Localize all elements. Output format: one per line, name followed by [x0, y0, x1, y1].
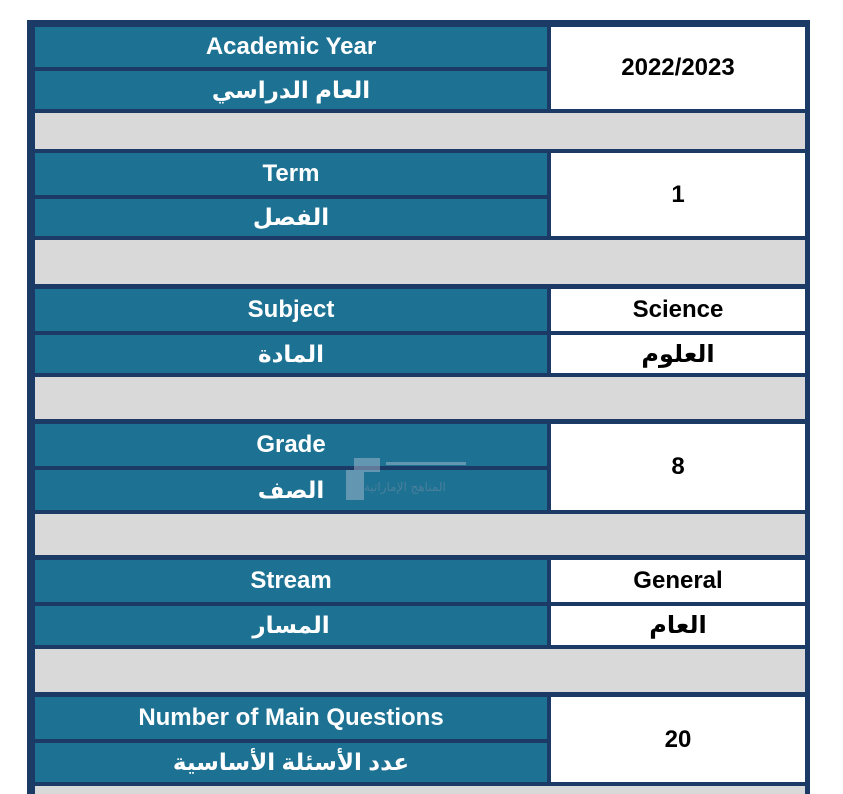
stream-value-ar: العام: [551, 606, 805, 645]
term-value: 1: [551, 153, 805, 236]
separator-row: [35, 514, 805, 555]
main-questions-label-ar: عدد الأسئلة الأساسية: [35, 743, 547, 782]
watermark-text: المناهج الإماراتية: [364, 480, 446, 494]
main-questions-label-en: Number of Main Questions: [35, 697, 547, 739]
grade-label-ar: الصف: [35, 470, 547, 510]
separator-row: [35, 240, 805, 284]
main-questions-value: 20: [551, 697, 805, 782]
watermark-logo: [346, 458, 476, 518]
academic-year-label-en: Academic Year: [35, 27, 547, 67]
stream-label-ar: المسار: [35, 606, 547, 645]
stream-value-en: General: [551, 560, 805, 602]
academic-year-label-ar: العام الدراسي: [35, 71, 547, 109]
stream-label-en: Stream: [35, 560, 547, 602]
term-label-en: Term: [35, 153, 547, 195]
grade-value: 8: [551, 424, 805, 510]
grade-label-en: Grade: [35, 424, 547, 466]
separator-row: [35, 113, 805, 149]
subject-value-ar: العلوم: [551, 335, 805, 373]
separator-row: [35, 649, 805, 692]
subject-value-en: Science: [551, 289, 805, 331]
academic-year-value: 2022/2023: [551, 27, 805, 109]
subject-label-ar: المادة: [35, 335, 547, 373]
term-label-ar: الفصل: [35, 199, 547, 236]
subject-label-en: Subject: [35, 289, 547, 331]
separator-row: [35, 377, 805, 419]
separator-row: [35, 786, 805, 794]
